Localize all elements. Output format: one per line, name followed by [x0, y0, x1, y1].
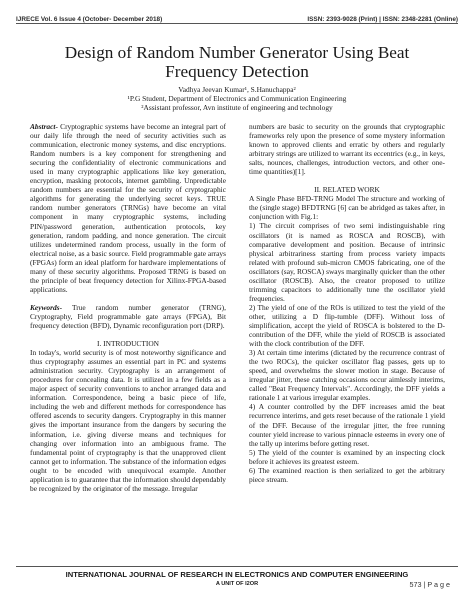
keywords-text: True random number generator (TRNG), Cryptography, Field programmable gate arrays (FPGA), Bit frequency detection (BFD), Dynamic reconfiguration port (DRP).: [30, 302, 226, 330]
journal-volume: IJRECE Vol. 6 Issue 4 (October- December 2018): [16, 16, 163, 23]
section-heading-related-work: II. RELATED WORK: [314, 185, 380, 195]
related-work-item: 1) The circuit comprises of two semi indistinguishable ring oscillators (it is named as ROSCA and ROSCB), with comparative development and position. Because of intrinsic physical arbitrariness starting from process variety impacts related with profound sub-micron CMOS fabricating, one of the oscillators (say, ROSCA) sways marginally quicker than the other oscillator (ROSCB). Also, the creator proposed to utilize trimming capacitors to additionally tune the oscillator yield frequencies.: [249, 221, 445, 303]
footer-unit: A UNIT OF I2OR: [215, 581, 259, 587]
abstract-text: Cryptographic systems have become an integral part of our daily life through the need of security activities such as communication, electronic money systems, and disc encryptions. Random numbers is a key component for strengthening and securing the confidentiality of electronic communications and used in many cryptographic applications like key generation, encryption, masking protocols, internet gambling. Unpredictable random numbers are essential for the security of cryptographic algorithms for generating the underlying secret keys. TRUE random number generators (TRNGs) have become an vital component in many cryptographic systems, including PIN/password generation, authentication protocols, key generation, random padding, and nonce generation. The circuit utilizes undetermined random process, usually in the form of electrical noise, as a basic source. Field programmable gate arrays (FPGAs) form an ideal platform for hardware implementations of many of these security algorithms. Proposed TRNG is based on the principle of beat frequency detection for Xilinx-FPGA-based applications.: [30, 122, 226, 294]
title-line: Frequency Detection: [165, 62, 309, 81]
keywords: [30, 303, 226, 330]
abstract: [30, 122, 226, 294]
title-line: Design of Random Number Generator Using Beat: [64, 43, 410, 62]
paper-title: [0, 43, 474, 81]
right-column: [249, 122, 445, 484]
page-number: 573 | P a g e: [409, 580, 450, 589]
related-work-item: 2) The yield of one of the ROs is utilized to test the yield of the other, utilizing a D flip-tumble (DFF). Without loss of simplification, accept the yield of ROSCA is bolstered to the D-contribution of the DFF, while the yield of ROSCB is associated with the clock contribution of the DFF.: [249, 302, 445, 349]
left-column: [30, 122, 226, 493]
running-header: [16, 9, 458, 23]
introduction-continued: numbers are basic to security on the grounds that cryptographic frameworks rely upon the presence of some mystery information known to approved clients and erratic by others and regularly arbitrary strings are utilized to warrant its eccentrics (e.g., in keys, salts, nounces, challenges, introduction vectors, and other one-time quantities)[1].: [249, 122, 445, 177]
footer-journal-name: INTERNATIONAL JOURNAL OF RESEARCH IN ELECTRONICS AND COMPUTER ENGINEERING: [65, 570, 409, 579]
section-heading-introduction: I. INTRODUCTION: [97, 339, 159, 349]
related-work-item: 6) The examined reaction is then serialized to get the arbitrary piece stream.: [249, 465, 445, 484]
abstract-label: Abstract-: [30, 122, 58, 131]
related-work-lead: A Single Phase BFD-TRNG Model The structure and working of the (single stage) BFDTRNG [6] can be abridged as takes after, in conjunction with Fig.1:: [249, 194, 445, 222]
footer-divider: [16, 566, 458, 567]
author-names: Vadhya Jeevan Kumar¹, S.Hanuchappa²: [178, 85, 296, 94]
author-affiliation: ²Assistant professor, Avn institute of engineering and technology: [141, 103, 333, 113]
author-block: [0, 85, 474, 113]
related-work-item: 5) The yield of the counter is examined by an inspecting clock before it achieves its greatest esteem.: [249, 447, 445, 466]
author-affiliation: ¹P.G Student, Department of Electronics and Communication Engineering: [127, 94, 347, 104]
keywords-label: Keywords-: [30, 302, 63, 312]
related-work-item: 3) At certain time interims (dictated by the recurrence contrast of the two ROCs), the quicker oscillator flag passes, gets up to speed, and overwhelms the slower motion in stage. Because of irregular jitter, these catching occasions occur aimlessly interims, called "Beat Frequency Intervals". Accordingly, the DFF yields a rationale 1 at various irregular examples.: [249, 348, 445, 403]
introduction-text: In today's, world security is of most noteworthy significance and thus cryptography assumes an essential part in PC and systems administration security. Cryptography is an arrangement of procedures for concealing data. It is utilized in a few fields as a major aspect of security conventions to anchor arranged data and information. Correspondence, being a basic piece of life, including the web and different methods for correspondence has offered ascends to security dangers. Cryptography in this manner gives the important insurance from the dangers by securing the information, i.e. giving diverse means and techniques for changing over information into an ambiguous frame. The fundamental point of cryptography is that the unapproved client cannot get to information. The substance of the information edges ought to be encoded with unequivocal example. Another application is to guarantee that the information should dependably be recognized by the originator of the message. Irregular: [30, 348, 226, 493]
header-divider: [16, 23, 458, 24]
related-work-item: 4) A counter controlled by the DFF increases amid the beat recurrence interims, and gets reset because of the rationale 1 yield of the DFF. Because of the irregular jitter, the free running counter yield increase to various pinnacle esteems in every one of the tally up interims before getting reset.: [249, 402, 445, 448]
issn-info: ISSN: 2393-9028 (Print) | ISSN: 2348-2281 (Online): [307, 16, 458, 23]
